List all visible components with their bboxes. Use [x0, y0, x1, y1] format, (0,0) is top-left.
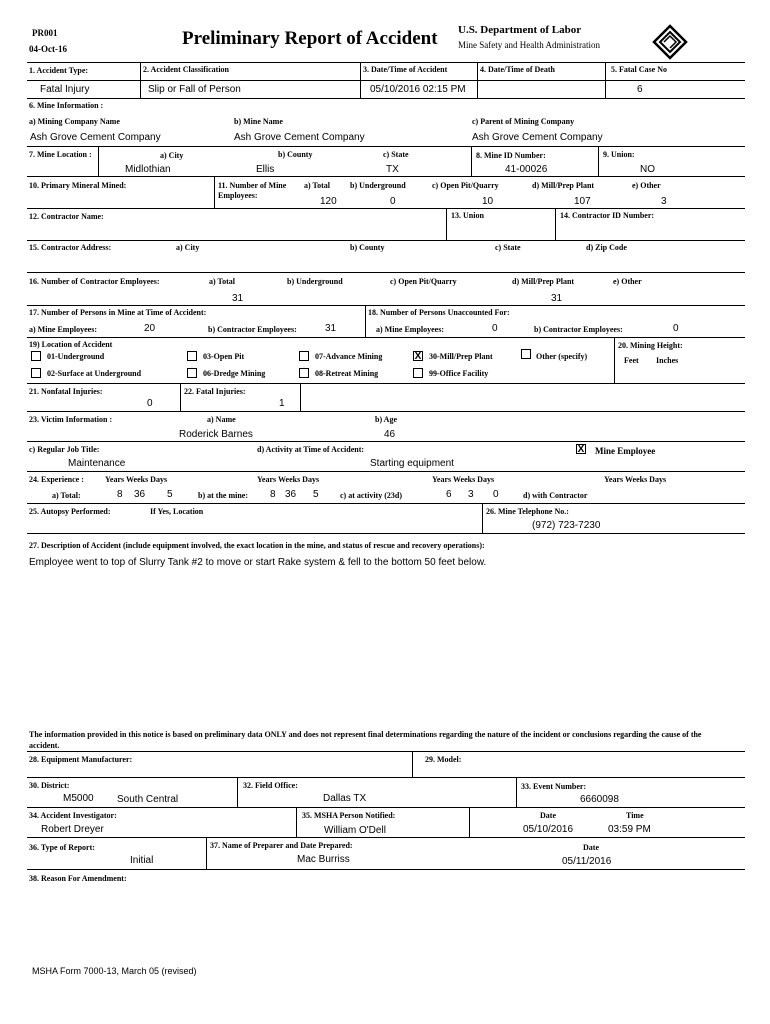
- accident-class-label: 2. Accident Classification: [143, 65, 229, 74]
- autopsy-location-label: If Yes, Location: [150, 507, 204, 516]
- contractor-mill-label: d) Mill/Prep Plant: [512, 277, 575, 286]
- feet-label: Feet: [624, 356, 639, 365]
- mine-employee-label: Mine Employee: [595, 446, 656, 456]
- event-number-label: 33. Event Number:: [521, 782, 587, 791]
- contractor-name-label: 12. Contractor Name:: [29, 212, 104, 221]
- contractor-county-label: b) County: [350, 243, 385, 252]
- mine-name-value: Ash Grove Cement Company: [234, 132, 365, 143]
- unaccounted-employees-label: a) Mine Employees:: [376, 325, 444, 334]
- model-label: 29. Model:: [425, 755, 462, 764]
- description-value: Employee went to top of Slurry Tank #2 to move or start Rake system & fell to the bottom 50 feet below.: [29, 557, 487, 568]
- msha-notified-label: 35. MSHA Person Notified:: [302, 811, 396, 820]
- exp-mine-days: 5: [313, 489, 319, 500]
- in-mine-employees-value: 20: [144, 323, 156, 334]
- in-mine-contractors-label: b) Contractor Employees:: [208, 325, 297, 334]
- parent-company-label: c) Parent of Mining Company: [472, 117, 575, 126]
- loc-03-checkbox[interactable]: [187, 351, 197, 361]
- fatal-label: 22. Fatal Injuries:: [184, 387, 246, 396]
- contractor-city-label: a) City: [176, 243, 200, 252]
- loc-06-checkbox[interactable]: [187, 368, 197, 378]
- contractor-total-label: a) Total: [209, 277, 236, 286]
- exp-total-days: 5: [167, 489, 173, 500]
- union-label: 9. Union:: [603, 150, 635, 159]
- exp-act-years: 6: [446, 489, 452, 500]
- mill-prep-label: d) Mill/Prep Plant: [532, 181, 595, 190]
- exp-header-1: Years Weeks Days: [105, 475, 168, 484]
- job-title-value: Maintenance: [68, 458, 126, 469]
- accident-class-value: Slip or Fall of Person: [148, 84, 241, 95]
- equip-manuf-label: 28. Equipment Manufacturer:: [29, 755, 133, 764]
- exp-act-weeks: 3: [468, 489, 474, 500]
- autopsy-label: 25. Autopsy Performed:: [29, 507, 111, 516]
- exp-total-label: a) Total:: [52, 491, 81, 500]
- investigator-value: Robert Dreyer: [41, 824, 104, 835]
- district-name-value: South Central: [117, 794, 179, 805]
- preparer-label: 37. Name of Preparer and Date Prepared:: [210, 841, 353, 850]
- investigator-label: 34. Accident Investigator:: [29, 811, 117, 820]
- sub-agency-name: Mine Safety and Health Administration: [458, 40, 600, 50]
- union13-label: 13. Union: [451, 211, 484, 220]
- death-datetime-label: 4. Date/Time of Death: [480, 65, 555, 74]
- loc-99-label: 99-Office Facility: [429, 369, 489, 378]
- experience-label: 24. Experience :: [29, 475, 84, 484]
- inches-label: Inches: [656, 356, 679, 365]
- in-mine-employees-label: a) Mine Employees:: [29, 325, 97, 334]
- mine-emp-underground-value: 0: [390, 196, 396, 207]
- page-title: Preliminary Report of Accident: [182, 28, 438, 49]
- city-label: a) City: [160, 151, 184, 160]
- contractor-zip-label: d) Zip Code: [586, 243, 627, 252]
- primary-mineral-label: 10. Primary Mineral Mined:: [29, 181, 127, 190]
- parent-company-value: Ash Grove Cement Company: [472, 132, 603, 143]
- loc-30-checkbox[interactable]: X: [414, 351, 422, 362]
- mine-location-label: 7. Mine Location :: [29, 150, 92, 159]
- mine-id-label: 8. Mine ID Number:: [476, 151, 546, 160]
- contractor-open-pit-label: c) Open Pit/Quarry: [390, 277, 457, 286]
- county-label: b) County: [278, 150, 313, 159]
- loc-07-checkbox[interactable]: [299, 351, 309, 361]
- exp-header-4: Years Weeks Days: [604, 475, 667, 484]
- exp-total-years: 8: [117, 489, 123, 500]
- num-contractor-emp-label: 16. Number of Contractor Employees:: [29, 277, 160, 286]
- reason-amendment-label: 38. Reason For Amendment:: [29, 874, 127, 883]
- contractor-state-label: c) State: [495, 243, 521, 252]
- msha-logo-icon: [652, 24, 688, 60]
- loc-99-checkbox[interactable]: [413, 368, 423, 378]
- mining-height-label: 20. Mining Height:: [618, 341, 683, 350]
- mine-emp-other-value: 3: [661, 196, 667, 207]
- notified-time-label: Time: [626, 811, 644, 820]
- form-date: 04-Oct-16: [29, 44, 67, 54]
- exp-mine-years: 8: [270, 489, 276, 500]
- exp-mine-weeks: 36: [285, 489, 297, 500]
- exp-activity-label: c) at activity (23d): [340, 491, 402, 500]
- victim-info-label: 23. Victim Information :: [29, 415, 113, 424]
- disclaimer-text: The information provided in this notice is based on preliminary data ONLY and does not represent final determinations regarding the nature of the incident or conclusions regarding the cause of the accident.: [29, 730, 702, 750]
- loc-02-checkbox[interactable]: [31, 368, 41, 378]
- unaccounted-employees-value: 0: [492, 323, 498, 334]
- underground-label: b) Underground: [350, 181, 406, 190]
- mine-phone-value: (972) 723-7230: [532, 520, 601, 531]
- state-label: c) State: [383, 150, 409, 159]
- form-footer: MSHA Form 7000-13, March 05 (revised): [32, 966, 197, 976]
- loc-08-label: 08-Retreat Mining: [315, 369, 379, 378]
- msha-person-value: William O'Dell: [324, 825, 386, 836]
- open-pit-label: c) Open Pit/Quarry: [432, 181, 499, 190]
- prepared-date-value: 05/11/2016: [562, 856, 612, 867]
- mine-phone-label: 26. Mine Telephone No.:: [486, 507, 569, 516]
- loc-03-label: 03-Open Pit: [203, 352, 245, 361]
- loc-other-label: Other (specify): [536, 352, 588, 361]
- victim-age-label: b) Age: [375, 415, 397, 424]
- mine-employee-checkbox[interactable]: X: [577, 444, 585, 455]
- victim-name-value: Roderick Barnes: [179, 429, 253, 440]
- field-office-label: 32. Field Office:: [243, 781, 298, 790]
- accident-type-value: Fatal Injury: [40, 84, 90, 95]
- job-title-label: c) Regular Job Title:: [29, 445, 100, 454]
- notified-date-label: Date: [540, 811, 556, 820]
- county-value: Ellis: [256, 164, 275, 175]
- mine-emp-open-pit-value: 10: [482, 196, 494, 207]
- accident-datetime-value: 05/10/2016 02:15 PM: [370, 84, 466, 95]
- loc-07-label: 07-Advance Mining: [315, 352, 383, 361]
- exp-header-2: Years Weeks Days: [257, 475, 320, 484]
- exp-mine-label: b) at the mine:: [198, 491, 248, 500]
- notified-time-value: 03:59 PM: [608, 824, 651, 835]
- mine-emp-total-value: 120: [320, 196, 337, 207]
- notified-date-value: 05/10/2016: [523, 824, 574, 835]
- prepared-date-label: Date: [583, 843, 599, 852]
- exp-header-3: Years Weeks Days: [432, 475, 495, 484]
- persons-in-mine-label: 17. Number of Persons in Mine at Time of Accident:: [29, 308, 207, 317]
- preparer-value: Mac Burriss: [297, 854, 350, 865]
- persons-unaccounted-label: 18. Number of Persons Unaccounted For:: [368, 308, 510, 317]
- loc-08-checkbox[interactable]: [299, 368, 309, 378]
- report-type-value: Initial: [130, 855, 154, 866]
- total-label: a) Total: [304, 181, 331, 190]
- mine-name-label: b) Mine Name: [234, 117, 283, 126]
- contractor-id-label: 14. Contractor ID Number:: [560, 211, 655, 220]
- exp-contractor-label: d) with Contractor: [523, 491, 588, 500]
- field-office-value: Dallas TX: [323, 793, 367, 804]
- mine-id-value: 41-00026: [505, 164, 548, 175]
- unaccounted-contractors-value: 0: [673, 323, 679, 334]
- contractor-mill-value: 31: [551, 293, 563, 304]
- union-value: NO: [640, 164, 655, 175]
- fatal-value: 1: [279, 398, 285, 409]
- event-number-value: 6660098: [580, 794, 619, 805]
- mining-company-label: a) Mining Company Name: [29, 117, 120, 126]
- district-label: 30. District:: [29, 781, 70, 790]
- city-value: Midlothian: [125, 164, 171, 175]
- district-code-value: M5000: [63, 793, 94, 804]
- activity-value: Starting equipment: [370, 458, 454, 469]
- loc-other-checkbox[interactable]: [521, 349, 531, 359]
- accident-datetime-label: 3. Date/Time of Accident: [363, 65, 448, 74]
- loc-01-checkbox[interactable]: [31, 351, 41, 361]
- contractor-address-label: 15. Contractor Address:: [29, 243, 112, 252]
- description-label: 27. Description of Accident (include equipment involved, the exact location in the mine, and status of rescue and recovery operations):: [29, 541, 485, 550]
- form-id: PR001: [32, 28, 58, 38]
- contractor-total-value: 31: [232, 293, 244, 304]
- loc-02-label: 02-Surface at Underground: [47, 369, 142, 378]
- nonfatal-label: 21. Nonfatal Injuries:: [29, 387, 103, 396]
- mine-emp-mill-value: 107: [574, 196, 591, 207]
- accident-type-label: 1. Accident Type:: [29, 66, 89, 75]
- loc-06-label: 06-Dredge Mining: [203, 369, 266, 378]
- loc-01-label: 01-Underground: [47, 352, 105, 361]
- state-value: TX: [386, 164, 399, 175]
- exp-act-days: 0: [493, 489, 499, 500]
- loc-30-label: 30-Mill/Prep Plant: [429, 352, 493, 361]
- exp-total-weeks: 36: [134, 489, 146, 500]
- fatal-case-label: 5. Fatal Case No: [611, 65, 667, 74]
- fatal-case-value: 6: [637, 84, 643, 95]
- victim-name-label: a) Name: [207, 415, 236, 424]
- agency-name: U.S. Department of Labor: [458, 24, 582, 36]
- nonfatal-value: 0: [147, 398, 153, 409]
- other-label: e) Other: [632, 181, 661, 190]
- num-mine-emp-label: 11. Number of Mine Employees:: [218, 181, 287, 200]
- mine-info-label: 6. Mine Information :: [29, 101, 104, 110]
- in-mine-contractors-value: 31: [325, 323, 337, 334]
- victim-age-value: 46: [384, 429, 396, 440]
- contractor-underground-label: b) Underground: [287, 277, 343, 286]
- report-type-label: 36. Type of Report:: [29, 843, 95, 852]
- activity-label: d) Activity at Time of Accident:: [257, 445, 365, 454]
- location-accident-label: 19) Location of Accident: [29, 340, 113, 349]
- contractor-other-label: e) Other: [613, 277, 642, 286]
- unaccounted-contractors-label: b) Contractor Employees:: [534, 325, 623, 334]
- mining-company-value: Ash Grove Cement Company: [30, 132, 161, 143]
